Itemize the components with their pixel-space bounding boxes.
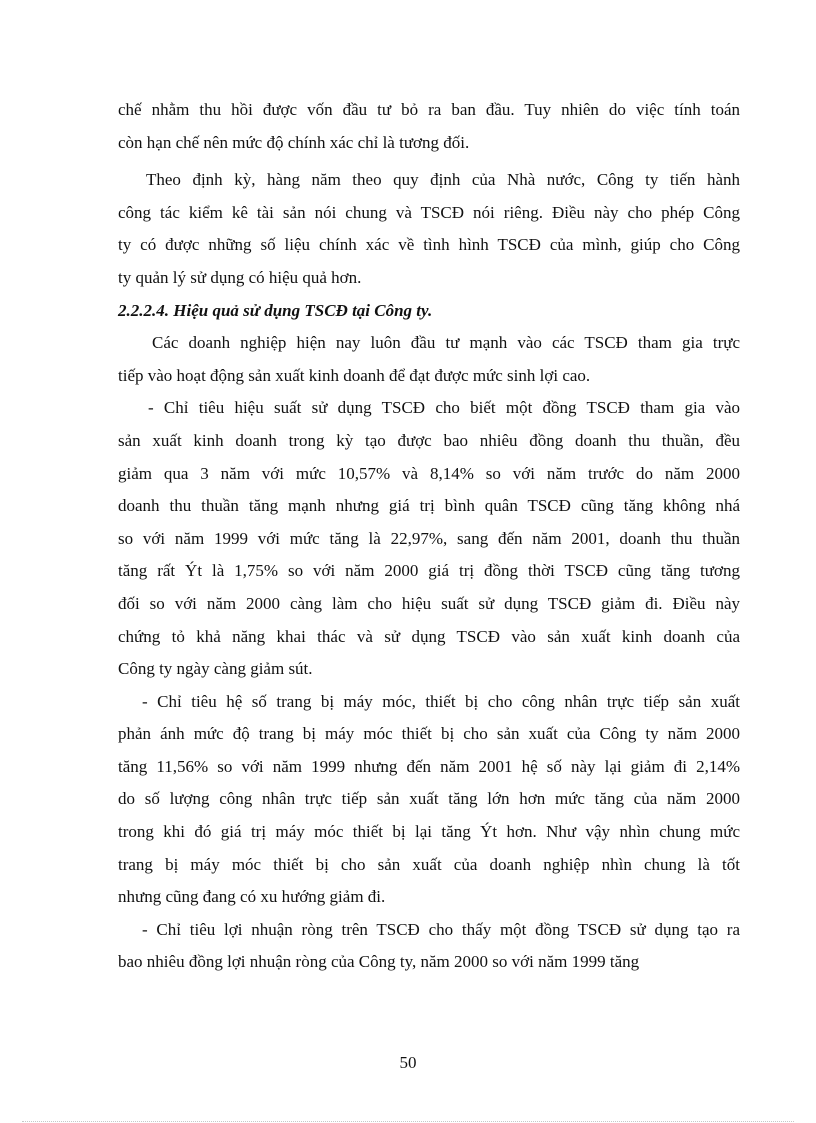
text-line: tăng 11,56% so với năm 1999 nhưng đến năm 2001 hệ số này lại giảm đi 2,14% — [118, 756, 740, 776]
text-line: - Chỉ tiêu hiệu suất sử dụng TSCĐ cho biết một đồng TSCĐ tham gia vào — [148, 398, 740, 418]
text-line: trong khi đó giá trị máy móc thiết bị lại tăng Ýt hơn. Như vậy nhìn chung mức — [118, 822, 740, 842]
text-line: chứng tỏ khả năng khai thác và sử dụng TSCĐ vào sản xuất kinh doanh của — [118, 626, 740, 646]
text-line: tiếp vào hoạt động sản xuất kinh doanh để đạt được mức sinh lợi cao. — [118, 365, 591, 385]
paragraph — [118, 686, 740, 914]
paragraph — [118, 327, 740, 392]
text-line: Theo định kỳ, hàng năm theo quy định của Nhà nước, Công ty tiến hành — [146, 170, 740, 190]
text-line: bao nhiêu đồng lợi nhuận ròng của Công ty, năm 2000 so với năm 1999 tăng — [118, 952, 640, 972]
text-line: doanh thu thuần tăng mạnh nhưng giá trị bình quân TSCĐ cũng tăng không nhá — [118, 496, 740, 516]
text-line: - Chỉ tiêu lợi nhuận ròng trên TSCĐ cho thấy một đồng TSCĐ sử dụng tạo ra — [142, 919, 740, 939]
body-text — [118, 94, 740, 979]
text-line: Công ty ngày càng giảm sút. — [118, 659, 313, 679]
text-line: ty có được những số liệu chính xác về tình hình TSCĐ của mình, giúp cho Công — [118, 235, 740, 255]
text-line: đối so với năm 2000 càng làm cho hiệu suất sử dụng TSCĐ giảm đi. Điều này — [118, 593, 740, 613]
text-line: sản xuất kinh doanh trong kỳ tạo được bao nhiêu đồng doanh thu thuần, đều — [118, 430, 740, 450]
text-line: trang bị máy móc thiết bị cho sản xuất của doanh nghiệp nhìn chung là tốt — [118, 854, 740, 874]
section-heading — [118, 295, 740, 328]
paragraph — [118, 94, 740, 159]
text-line: 2.2.2.4. Hiệu quả sử dụng TSCĐ tại Công ty. — [118, 300, 433, 320]
text-line: ty quản lý sử dụng có hiệu quả hơn. — [118, 267, 362, 287]
paragraph — [118, 164, 740, 294]
text-line: còn hạn chế nên mức độ chính xác chỉ là tương đối. — [118, 132, 470, 152]
paragraph — [118, 914, 740, 979]
text-line: nhưng cũng đang có xu hướng giảm đi. — [118, 887, 386, 907]
paragraph — [118, 392, 740, 685]
text-line: Các doanh nghiệp hiện nay luôn đầu tư mạnh vào các TSCĐ tham gia trực — [152, 333, 740, 353]
footer-divider — [22, 1121, 794, 1122]
text-line: - Chỉ tiêu hệ số trang bị máy móc, thiết bị cho công nhân trực tiếp sản xuất — [142, 691, 740, 711]
text-line: so với năm 1999 với mức tăng là 22,97%, sang đến năm 2001, doanh thu thuần — [118, 528, 740, 548]
text-line: tăng rất Ýt là 1,75% so với năm 2000 giá trị đồng thời TSCĐ cũng tăng tương — [118, 561, 740, 581]
text-line: công tác kiểm kê tài sản nói chung và TSCĐ nói riêng. Điều này cho phép Công — [118, 202, 740, 222]
text-line: giảm qua 3 năm với mức 10,57% và 8,14% so với năm trước do năm 2000 — [118, 463, 740, 483]
text-line: chế nhằm thu hồi được vốn đầu tư bỏ ra ban đầu. Tuy nhiên do việc tính toán — [118, 100, 740, 119]
text-line: do số lượng công nhân trực tiếp sản xuất tăng lớn hơn mức tăng của năm 2000 — [118, 789, 740, 809]
text-line: phản ánh mức độ trang bị máy móc thiết bị cho sản xuất của Công ty năm 2000 — [118, 724, 740, 744]
page-number: 50 — [399, 1053, 417, 1072]
